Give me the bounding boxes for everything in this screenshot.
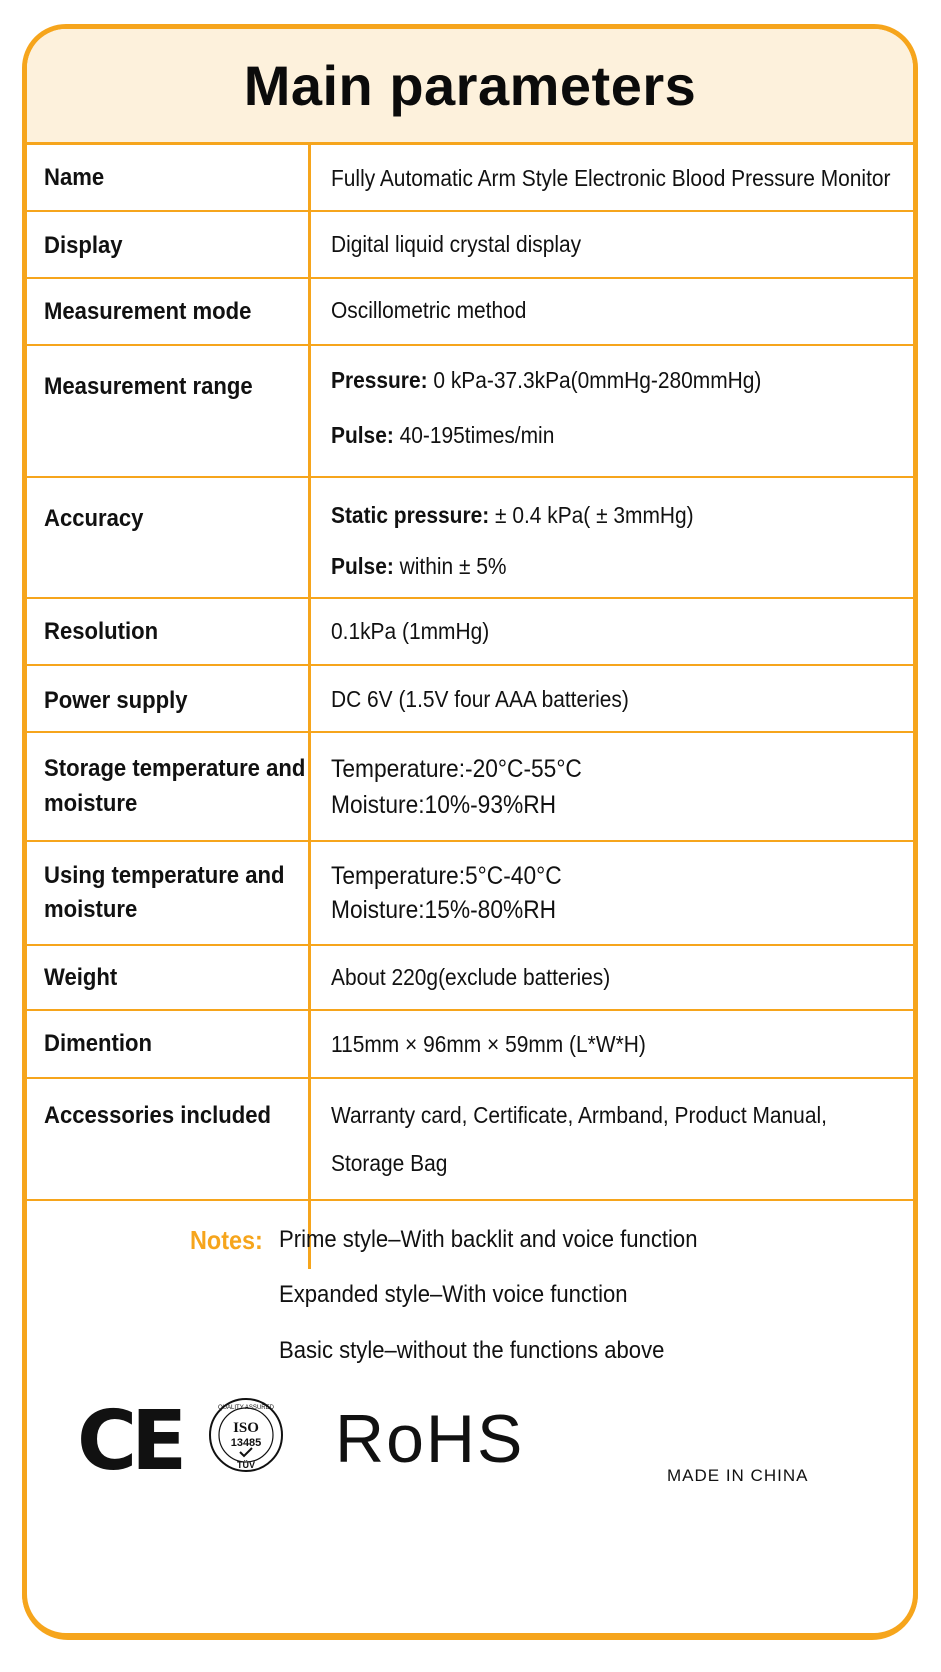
param-value-line: Moisture:10%-93%RH — [331, 791, 557, 819]
notes-title: Notes: — [190, 1225, 263, 1255]
param-key: Static pressure: — [331, 502, 490, 528]
made-in-label: MADE IN CHINA — [667, 1466, 809, 1485]
param-value-line: Warranty card, Certificate, Armband, Product Manual, — [331, 1102, 827, 1128]
param-value: 0.1kPa (1mmHg) — [331, 618, 490, 644]
param-text: 0 kPa-37.3kPa(0mmHg-280mmHg) — [427, 367, 762, 393]
param-value-line: Moisture:15%-80%RH — [331, 896, 557, 924]
param-label: Storage temperature and — [44, 755, 306, 782]
param-label: Power supply — [44, 687, 188, 714]
param-label: Measurement mode — [44, 298, 252, 325]
param-label: Display — [44, 232, 123, 259]
ce-mark-logo: CE — [77, 1394, 182, 1489]
note-line: Basic style–without the functions above — [279, 1337, 665, 1364]
param-value-line — [331, 549, 507, 583]
param-label: Measurement range — [44, 373, 253, 400]
param-value-line — [331, 363, 761, 397]
iso-text: ISO — [233, 1420, 259, 1436]
param-key: Pulse: — [331, 553, 394, 579]
note-line: Prime style–With backlit and voice function — [279, 1226, 698, 1253]
param-row-using-conditions — [27, 842, 913, 946]
param-row-accessories — [27, 1079, 913, 1201]
param-value-line — [331, 418, 554, 452]
param-value: About 220g(exclude batteries) — [331, 964, 611, 990]
parameters-card — [22, 24, 918, 1638]
param-value-line: Temperature:-20°C-55°C — [331, 755, 582, 783]
param-key: Pressure: — [331, 367, 428, 393]
param-label: Accuracy — [44, 505, 144, 532]
param-label: Dimention — [44, 1030, 152, 1057]
iso-ring-text: QUALITY ASSURED — [218, 1405, 274, 1411]
param-value: DC 6V (1.5V four AAA batteries) — [331, 686, 629, 712]
param-label: Using temperature and — [44, 862, 285, 889]
param-row-dimension — [27, 1011, 913, 1079]
iso-13485-tuv-seal — [207, 1396, 285, 1474]
param-row-display — [27, 212, 913, 279]
param-text: ± 0.4 kPa( ± 3mmHg) — [489, 502, 694, 528]
param-text: within ± 5% — [393, 553, 507, 579]
param-label: Name — [44, 164, 105, 191]
param-row-name — [27, 145, 913, 212]
page-title: Main parameters — [243, 54, 697, 117]
param-value: Oscillometric method — [331, 297, 527, 323]
param-row-measurement-mode — [27, 279, 913, 346]
param-label: moisture — [44, 790, 138, 817]
param-value: Digital liquid crystal display — [331, 231, 582, 257]
check-icon — [240, 1448, 252, 1456]
param-label: Weight — [44, 964, 118, 991]
param-value-line: Storage Bag — [331, 1150, 448, 1176]
param-key: Pulse: — [331, 422, 394, 448]
param-label: Resolution — [44, 618, 159, 645]
param-row-power-supply — [27, 666, 913, 733]
param-row-storage-conditions — [27, 733, 913, 842]
note-line: Expanded style–With voice function — [279, 1281, 628, 1308]
certification-logos — [27, 1394, 913, 1514]
iso-number: 13485 — [230, 1437, 262, 1449]
tuv-text: TÜV — [237, 1460, 255, 1470]
title-bar — [27, 29, 913, 145]
param-value: Fully Automatic Arm Style Electronic Blood Pressure Monitor — [331, 165, 891, 191]
param-value-line — [331, 498, 694, 532]
param-row-weight — [27, 946, 913, 1011]
rohs-logo: RoHS — [335, 1401, 525, 1477]
param-value-line: Temperature:5°C-40°C — [331, 862, 562, 890]
param-value: 115mm × 96mm × 59mm (L*W*H) — [331, 1031, 646, 1057]
param-label: Accessories included — [44, 1102, 272, 1129]
param-row-measurement-range — [27, 346, 913, 478]
param-row-accuracy — [27, 478, 913, 599]
param-text: 40-195times/min — [393, 422, 555, 448]
param-label: moisture — [44, 896, 138, 923]
param-row-resolution — [27, 599, 913, 666]
